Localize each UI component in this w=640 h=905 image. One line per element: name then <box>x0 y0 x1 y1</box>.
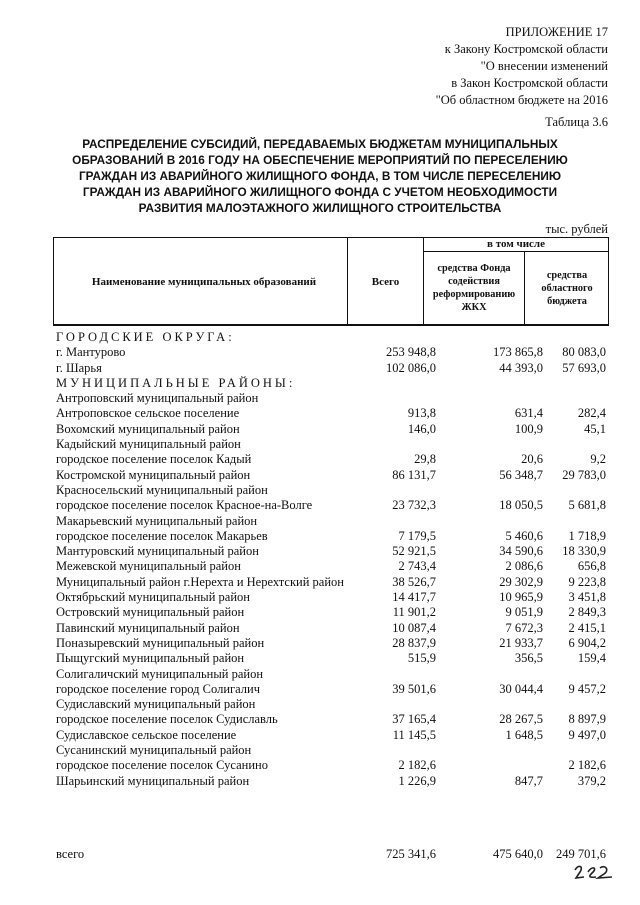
cell-total: 11 145,5 <box>392 727 436 742</box>
table-row <box>56 391 610 406</box>
cell-total: 86 131,7 <box>392 467 436 482</box>
cell-total: 2 182,6 <box>398 758 436 773</box>
cell-fund: 30 044,4 <box>499 681 543 696</box>
header-line: "Об областном бюджете на 2016 <box>435 93 608 107</box>
table-header <box>53 237 609 326</box>
cell-fund: 28 267,5 <box>499 712 543 727</box>
cell-total: 52 921,5 <box>392 544 436 559</box>
cell-regional: 159,4 <box>577 651 606 666</box>
row-name: Судиславское сельское поселение <box>56 727 237 742</box>
row-name: г. Шарья <box>56 360 102 375</box>
row-name: Солигаличский муниципальный район <box>56 666 264 681</box>
column-header-fund: средства Фонда содействия реформированию ЖКХ <box>432 263 516 313</box>
row-name: МУНИЦИПАЛЬНЫЕ РАЙОНЫ: <box>56 375 296 390</box>
cell-regional: 1 718,9 <box>568 528 606 543</box>
row-name: Межевской муниципальный район <box>56 559 241 574</box>
header-line: "О внесении изменений <box>480 59 608 73</box>
row-name: городское поселение город Солигалич <box>56 681 261 696</box>
total-cell-regional: 249 701,6 <box>556 847 606 861</box>
row-name: Кадыйский муниципальный район <box>56 437 241 452</box>
cell-fund: 356,5 <box>514 651 543 666</box>
table-row <box>56 743 610 758</box>
table-row <box>56 514 610 529</box>
cell-total: 913,8 <box>407 406 436 421</box>
cell-total: 515,9 <box>407 651 436 666</box>
row-name: Вохомский муниципальный район <box>56 421 240 436</box>
cell-total: 2 743,4 <box>398 559 436 574</box>
row-name: ГОРОДСКИЕ ОКРУГА: <box>56 330 235 344</box>
row-name: городское поселение поселок Судиславль <box>56 712 278 727</box>
row-name: г. Мантурово <box>56 345 126 360</box>
cell-regional: 2 849,3 <box>568 605 606 620</box>
cell-regional: 57 693,0 <box>562 360 606 375</box>
table-row <box>56 697 610 712</box>
table-row <box>56 651 610 666</box>
row-name: Сусанинский муниципальный район <box>56 743 252 758</box>
cell-regional: 9,2 <box>590 452 606 467</box>
total-cell-fund: 475 640,0 <box>493 847 543 861</box>
row-name: Муниципальный район г.Нерехта и Нерехтский район <box>56 574 344 589</box>
table-row <box>56 406 610 421</box>
table-row <box>56 636 610 651</box>
unit-label: тыс. рублей <box>545 222 608 236</box>
cell-fund: 100,9 <box>514 421 543 436</box>
cell-fund: 1 648,5 <box>505 727 543 742</box>
table-row <box>56 468 610 483</box>
document-title: РАСПРЕДЕЛЕНИЕ СУБСИДИЙ, ПЕРЕДАВАЕМЫХ БЮДЖЕТАМ МУНИЦИПАЛЬНЫХ ОБРАЗОВАНИЙ В 2016 ГОДУ НА ОБЕСПЕЧЕНИЕ МЕРОПРИЯТИЙ ПО ПЕРЕСЕЛЕНИЮ ГРАЖДАН ИЗ АВАРИЙНОГО ЖИЛИЩНОГО ФОНДА, В ТОМ ЧИСЛЕ ПЕРЕСЕЛЕНИЮ ГРАЖДАН ИЗ АВАРИЙНОГО ЖИЛИЩНОГО ФОНДА С УЧЕТОМ НЕОБХОДИМОСТИ РАЗВИТИЯ МАЛОЭТАЖНОГО ЖИЛИЩНОГО СТРОИТЕЛЬСТВА <box>72 137 568 215</box>
row-name: городское поселение поселок Кадый <box>56 452 252 467</box>
table-row <box>56 774 610 789</box>
row-name: Костромской муниципальный район <box>56 467 251 482</box>
table-row <box>56 621 610 636</box>
cell-fund: 9 051,9 <box>505 605 543 620</box>
cell-total: 28 837,9 <box>392 635 436 650</box>
cell-regional: 9 457,2 <box>568 681 606 696</box>
cell-regional: 2 415,1 <box>568 620 606 635</box>
row-name: городское поселение поселок Красное-на-Волге <box>56 498 313 513</box>
row-name: городское поселение поселок Макарьев <box>56 528 268 543</box>
row-name: Красносельский муниципальный район <box>56 482 268 497</box>
cell-total: 102 086,0 <box>386 360 436 375</box>
table-row <box>56 758 610 773</box>
cell-fund: 44 393,0 <box>499 360 543 375</box>
section-heading-row <box>56 376 610 391</box>
cell-fund: 173 865,8 <box>493 345 543 360</box>
cell-fund: 847,7 <box>514 773 543 788</box>
cell-total: 253 948,8 <box>386 345 436 360</box>
cell-total: 146,0 <box>407 421 436 436</box>
row-name: Островский муниципальный район <box>56 605 245 620</box>
row-name: городское поселение поселок Сусанино <box>56 758 268 773</box>
cell-total: 7 179,5 <box>398 528 436 543</box>
table-row <box>56 559 610 574</box>
column-header-name: Наименование муниципальных образований <box>91 276 317 288</box>
total-cell-total: 725 341,6 <box>386 847 436 861</box>
table-row <box>56 529 610 544</box>
header-line: к Закону Костромской области <box>444 42 608 56</box>
cell-regional: 2 182,6 <box>568 758 606 773</box>
row-name: Мантуровский муниципальный район <box>56 544 259 559</box>
table-body <box>56 330 610 789</box>
table-row <box>56 544 610 559</box>
table-row <box>56 452 610 467</box>
table-number: Таблица 3.6 <box>545 115 608 129</box>
cell-regional: 3 451,8 <box>568 590 606 605</box>
cell-fund: 34 590,6 <box>499 544 543 559</box>
cell-total: 29,8 <box>414 452 436 467</box>
row-name: Пыщугский муниципальный район <box>56 651 245 666</box>
table-row <box>56 437 610 452</box>
cell-total: 39 501,6 <box>392 681 436 696</box>
header-line: ПРИЛОЖЕНИЕ 17 <box>505 25 608 39</box>
cell-fund: 5 460,6 <box>505 528 543 543</box>
cell-regional: 9 497,0 <box>568 727 606 742</box>
cell-total: 37 165,4 <box>392 712 436 727</box>
cell-fund: 29 302,9 <box>499 574 543 589</box>
cell-fund: 21 933,7 <box>499 635 543 650</box>
row-name: Шарьинский муниципальный район <box>56 773 250 788</box>
table-row <box>56 498 610 513</box>
cell-regional: 5 681,8 <box>568 498 606 513</box>
row-name: Октябрьский муниципальный район <box>56 590 250 605</box>
table-row <box>56 575 610 590</box>
total-label: всего <box>56 847 85 861</box>
cell-regional: 6 904,2 <box>568 635 606 650</box>
table-row <box>56 605 610 620</box>
cell-regional: 45,1 <box>584 421 606 436</box>
column-header-including: в том числе <box>487 238 545 250</box>
cell-fund: 10 965,9 <box>499 590 543 605</box>
cell-total: 14 417,7 <box>392 590 436 605</box>
cell-regional: 282,4 <box>577 406 606 421</box>
row-name: Антроповское сельское поселение <box>56 406 240 421</box>
cell-regional: 379,2 <box>577 773 606 788</box>
cell-regional: 656,8 <box>577 559 606 574</box>
cell-fund: 2 086,6 <box>505 559 543 574</box>
table-row <box>56 682 610 697</box>
row-name: Макарьевский муниципальный район <box>56 513 258 528</box>
row-name: Антроповский муниципальный район <box>56 391 259 406</box>
section-heading-row <box>56 330 610 345</box>
table-row <box>56 422 610 437</box>
table-row <box>56 667 610 682</box>
row-name: Поназыревский муниципальный район <box>56 635 265 650</box>
table-row <box>56 728 610 743</box>
cell-total: 10 087,4 <box>392 620 436 635</box>
cell-fund: 18 050,5 <box>499 498 543 513</box>
cell-regional: 80 083,0 <box>562 345 606 360</box>
cell-regional: 9 223,8 <box>568 574 606 589</box>
row-name: Павинский муниципальный район <box>56 620 240 635</box>
row-name: Судиславский муниципальный район <box>56 697 256 712</box>
table-row <box>56 590 610 605</box>
cell-regional: 18 330,9 <box>562 544 606 559</box>
column-header-total: Всего <box>371 276 400 288</box>
cell-total: 23 732,3 <box>392 498 436 513</box>
table-row <box>56 483 610 498</box>
page-number-signature <box>572 862 620 884</box>
cell-fund: 20,6 <box>521 452 543 467</box>
table-row <box>56 345 610 360</box>
table-row <box>56 712 610 727</box>
header-line: в Закон Костромской области <box>451 76 608 90</box>
cell-regional: 8 897,9 <box>568 712 606 727</box>
cell-regional: 29 783,0 <box>562 467 606 482</box>
cell-fund: 631,4 <box>514 406 543 421</box>
cell-fund: 56 348,7 <box>499 467 543 482</box>
column-header-regional: средства областного бюджета <box>541 270 593 307</box>
cell-total: 11 901,2 <box>392 605 436 620</box>
cell-fund: 7 672,3 <box>505 620 543 635</box>
total-row <box>56 847 610 862</box>
table-row <box>56 361 610 376</box>
cell-total: 1 226,9 <box>398 773 436 788</box>
cell-total: 38 526,7 <box>392 574 436 589</box>
